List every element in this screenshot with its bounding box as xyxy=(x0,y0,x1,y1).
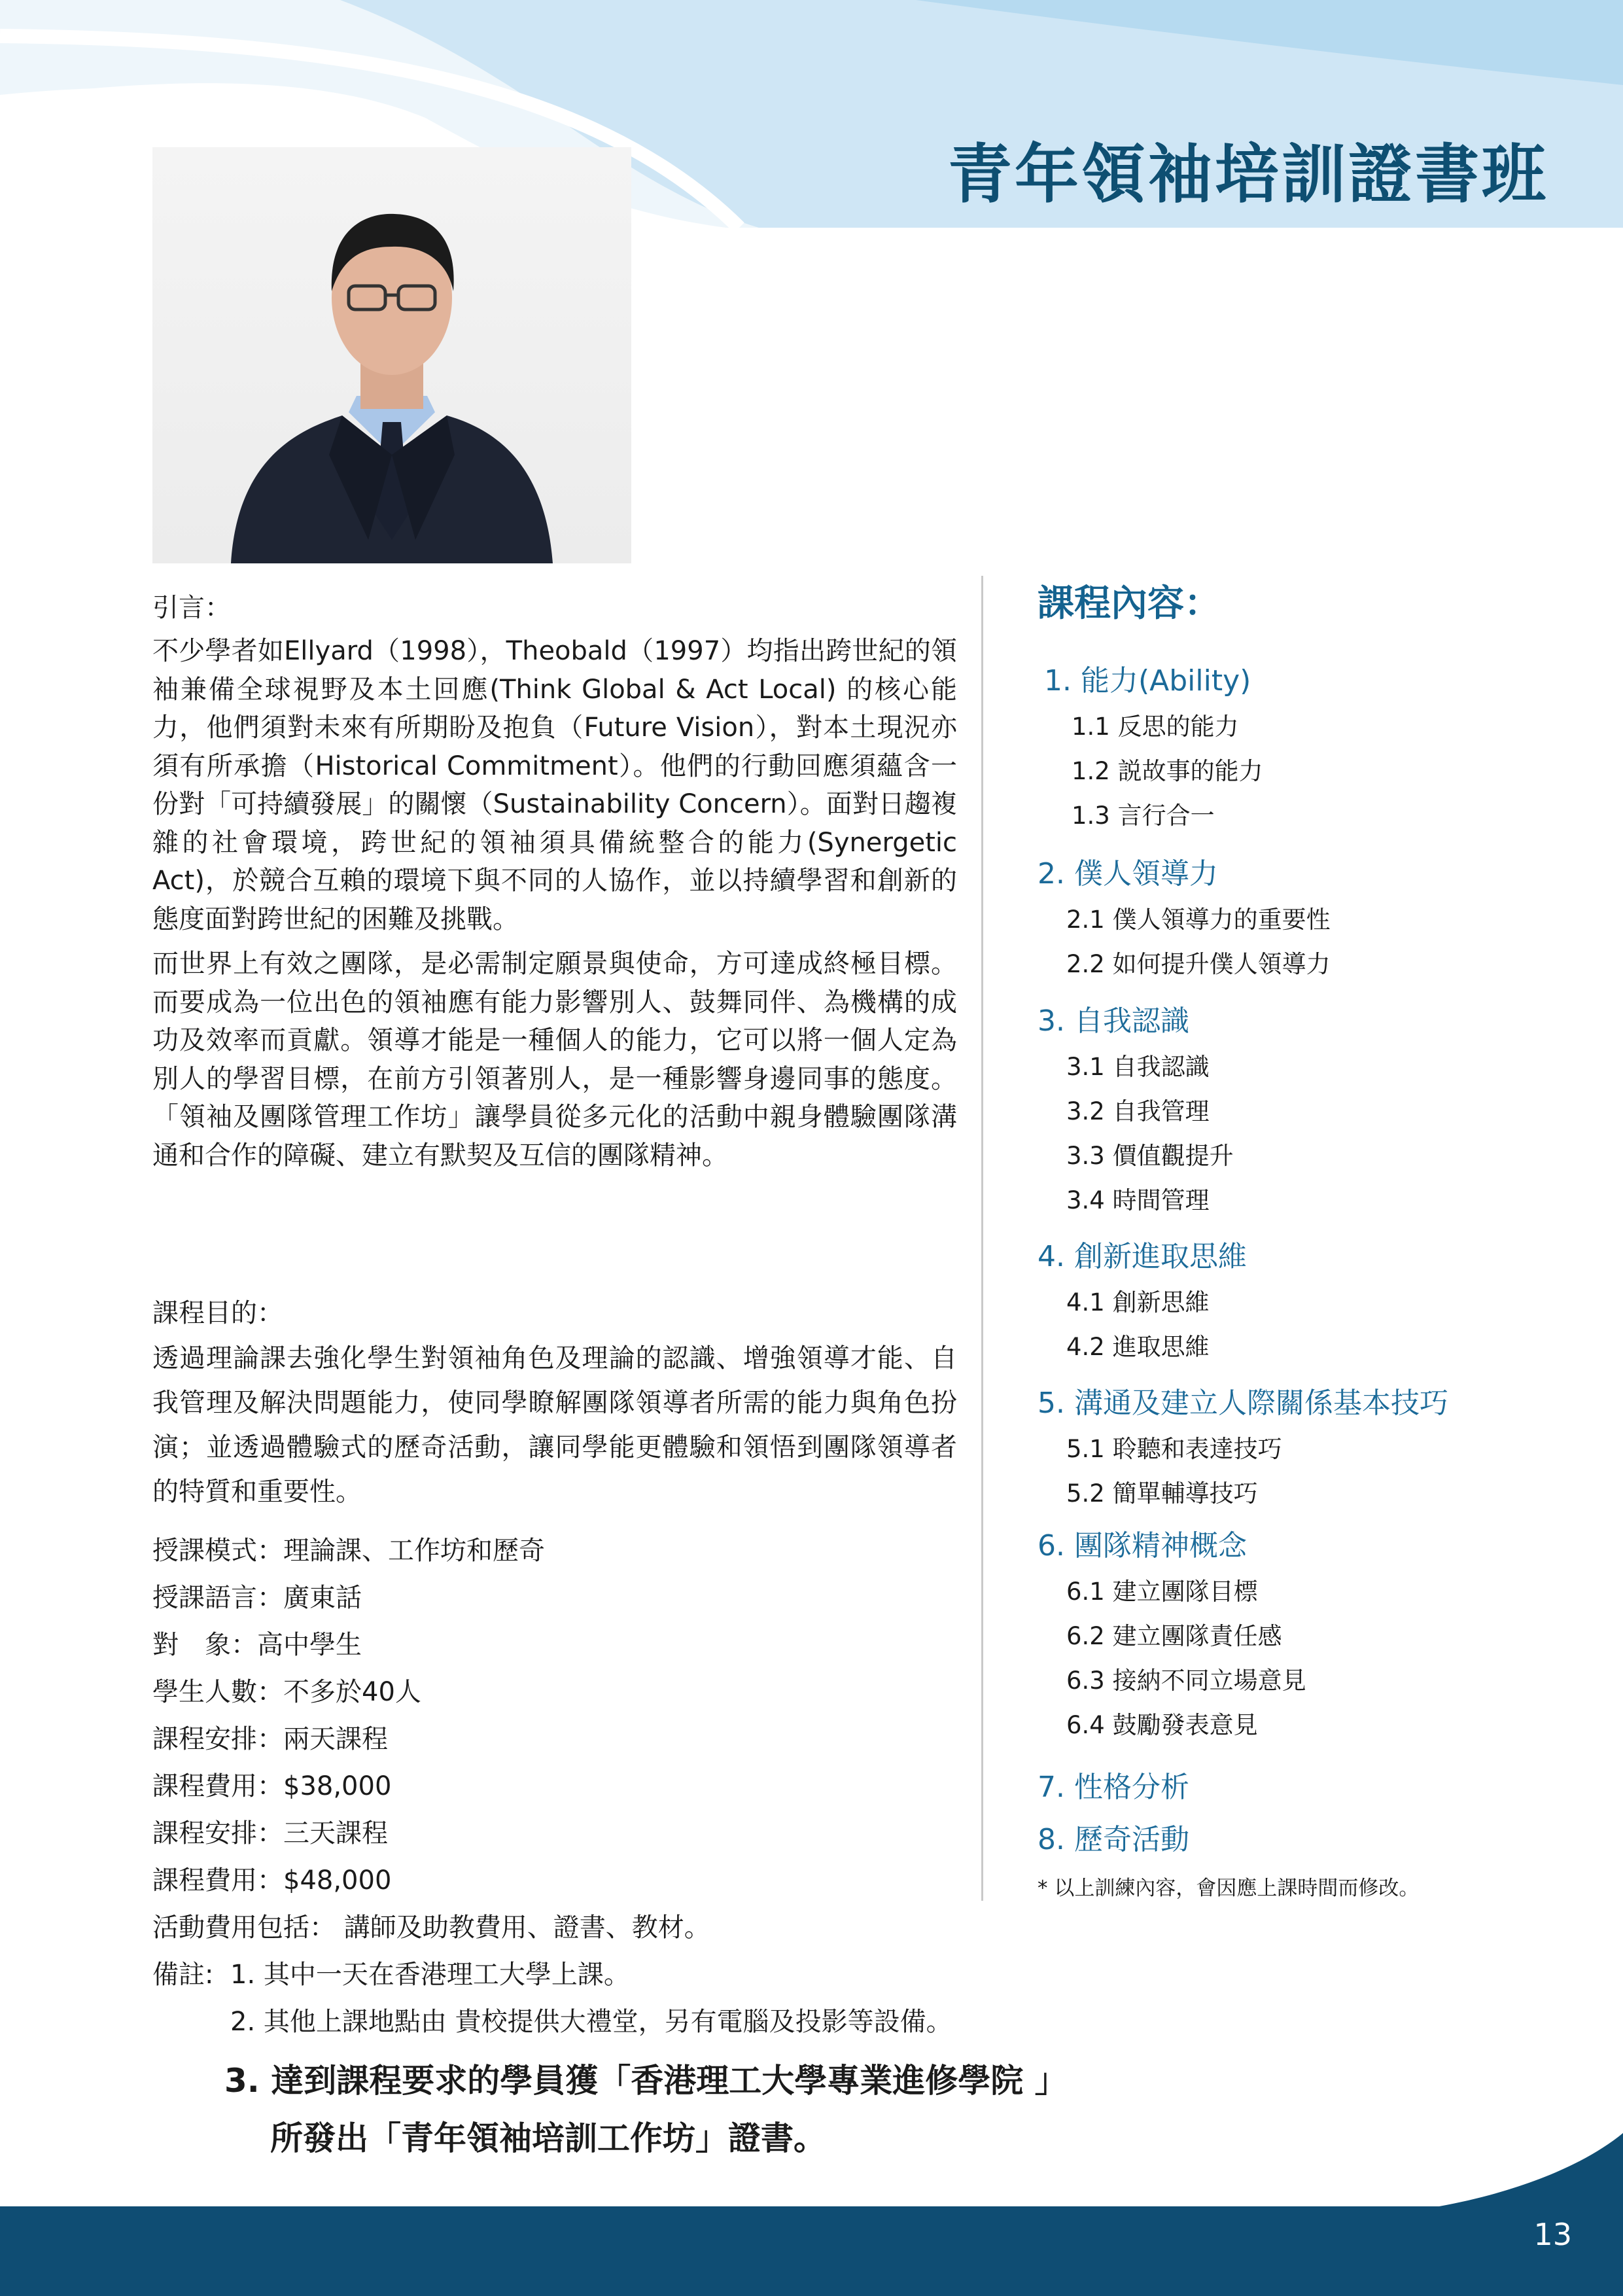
info-teaching-mode: 授課模式：理論課、工作坊和歷奇 xyxy=(152,1536,545,1566)
info-fee-includes: 活動費用包括： 講師及助教費用、證書、教材。 xyxy=(152,1913,710,1943)
remark-3-line-2: 所發出「青年領袖培訓工作坊」證書。 xyxy=(270,2119,826,2157)
course-content-heading: 課程內容： xyxy=(1038,582,1221,625)
remark-3-line-1: 3. 達到課程要求的學員獲「香港理工大學專業進修學院 」 xyxy=(224,2062,1068,2100)
course-item-2-1: 2.1 僕人領導力的重要性 xyxy=(1066,906,1331,934)
column-divider xyxy=(981,576,983,1901)
course-section-1: 1. 能力(Ability) xyxy=(1044,664,1251,698)
course-item-6-1: 6.1 建立團隊目標 xyxy=(1066,1578,1258,1606)
course-item-4-1: 4.1 創新思維 xyxy=(1066,1288,1210,1316)
intro-heading: 引言： xyxy=(152,593,231,623)
course-section-6: 6. 團隊精神概念 xyxy=(1038,1529,1247,1563)
intro-paragraph-2: 而世界上有效之團隊，是必需制定願景與使命，方可達成終極目標。而要成為一位出色的領袖應有能力影響別人、鼓舞同伴、為機構的成功及效率而貢獻。領導才能是一種個人的能力，它可以將一個人定為別人的學習目標，在前方引領著別人，是一種影響身邊同事的態度。「領袖及團隊管理工作坊」讓學員從多元化的活動中親身體驗團隊溝通和合作的障礙、建立有默契及互信的團隊精神。 xyxy=(152,949,957,1171)
course-section-5: 5. 溝通及建立人際關係基本技巧 xyxy=(1038,1386,1448,1420)
course-content-heading-wrap xyxy=(1038,574,1600,627)
course-item-3-4: 3.4 時間管理 xyxy=(1066,1186,1210,1214)
footer-decoration xyxy=(0,2133,1623,2296)
course-item-3-1: 3.1 自我認識 xyxy=(1066,1053,1210,1081)
course-item-1-1: 1.1 反思的能力 xyxy=(1072,713,1239,741)
intro-paragraph-1: 不少學者如Ellyard（1998），Theobald（1997）均指出跨世紀的領袖兼備全球視野及本土回應(Think Global & Act Local) 的核心能力，他們須對未來有所期盼及抱負（Future Vision），對本土現況亦須有所承擔（Historical Commitment）。他們的行動回應須蘊含一份對「可持續發展」的關懷（Sustainability Concern）。面對日趨複雜的社會環境，跨世紀的領袖須具備統整合的能力(Synergetic Act)，於競合互賴的環境下與不同的人協作，並以持續學習和創新的態度面對跨世紀的困難及挑戰。 xyxy=(152,636,957,934)
info-schedule-3day: 課程安排：三天課程 xyxy=(152,1818,388,1848)
info-fee-2day: 課程費用：$38,000 xyxy=(152,1771,392,1801)
course-section-7: 7. 性格分析 xyxy=(1038,1771,1189,1804)
course-item-4-2: 4.2 進取思維 xyxy=(1066,1333,1210,1361)
course-section-4: 4. 創新進取思維 xyxy=(1038,1240,1247,1273)
remark-1: 1. 其中一天在香港理工大學上課。 xyxy=(230,1960,630,1990)
course-item-6-3: 6.3 接納不同立場意見 xyxy=(1066,1667,1306,1695)
course-item-6-4: 6.4 鼓勵發表意見 xyxy=(1066,1711,1258,1739)
course-item-1-2: 1.2 説故事的能力 xyxy=(1072,757,1263,785)
course-section-2: 2. 僕人領導力 xyxy=(1038,857,1218,891)
objective-heading: 課程目的： xyxy=(152,1298,283,1328)
info-class-size: 學生人數：不多於40人 xyxy=(152,1677,421,1707)
course-item-3-2: 3.2 自我管理 xyxy=(1066,1097,1210,1125)
course-content-note: * 以上訓練內容，會因應上課時間而修改。 xyxy=(1038,1877,1420,1900)
course-item-2-2: 2.2 如何提升僕人領導力 xyxy=(1066,950,1331,978)
objective-section xyxy=(152,1294,957,1514)
info-language: 授課語言：廣東話 xyxy=(152,1583,362,1613)
info-schedule-2day: 課程安排：兩天課程 xyxy=(152,1724,388,1754)
info-target: 對 象：高中學生 xyxy=(152,1630,362,1660)
course-item-5-1: 5.1 聆聽和表達技巧 xyxy=(1066,1435,1282,1463)
info-fee-3day: 課程費用：$48,000 xyxy=(152,1865,392,1896)
course-item-3-3: 3.3 價值觀提升 xyxy=(1066,1142,1234,1170)
course-section-3: 3. 自我認識 xyxy=(1038,1004,1189,1038)
portrait-photo xyxy=(152,147,631,563)
intro-section xyxy=(152,589,957,1174)
remarks-label: 備註: xyxy=(152,1960,214,1990)
remark-2: 2. 其他上課地點由 貴校提供大禮堂，另有電腦及投影等設備。 xyxy=(230,2007,952,2037)
objective-text: 透過理論課去強化學生對領袖角色及理論的認識、增強領導才能、自我管理及解決問題能力，使同學瞭解團隊領導者所需的能力與角色扮演；並透過體驗式的歷奇活動，讓同學能更體驗和領悟到團隊領導者的特質和重要性。 xyxy=(152,1343,957,1507)
course-item-5-2: 5.2 簡單輔導技巧 xyxy=(1066,1479,1258,1508)
course-item-6-2: 6.2 建立團隊責任感 xyxy=(1066,1622,1282,1650)
page-title: 青年領袖培訓證書班 xyxy=(947,137,1548,212)
course-item-1-3: 1.3 言行合一 xyxy=(1072,802,1215,830)
course-section-8: 8. 歷奇活動 xyxy=(1038,1823,1189,1856)
page-number: 13 xyxy=(1533,2217,1572,2252)
